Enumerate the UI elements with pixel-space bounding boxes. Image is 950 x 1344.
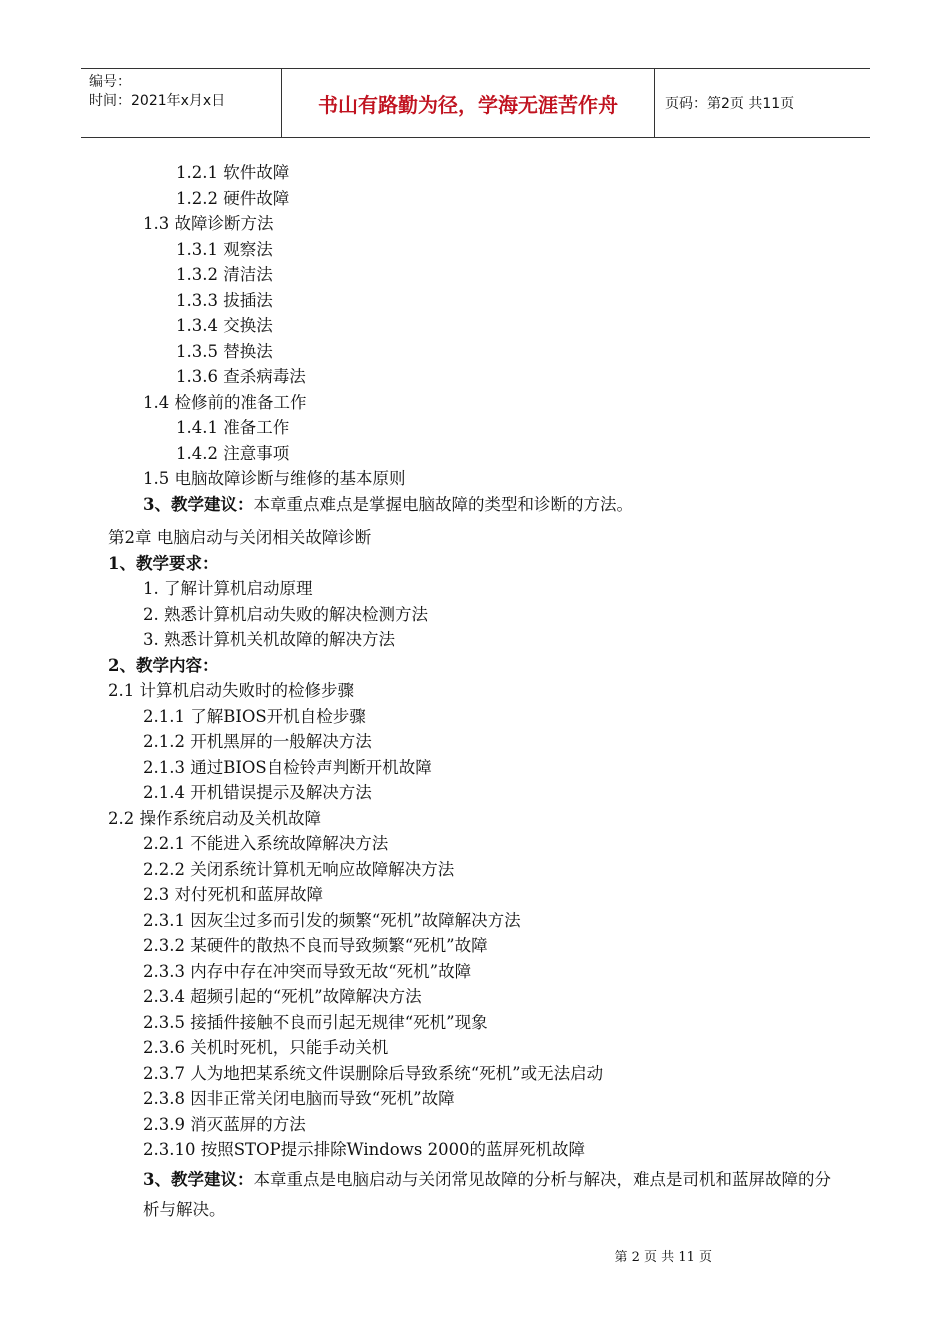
header-meta [81,69,282,137]
toc-line: 2.3 对付死机和蓝屏故障 [143,885,323,904]
toc-line: 2.2 操作系统启动及关机故障 [108,808,321,828]
teaching-suggestion [0,1165,843,1225]
toc-line: 1.2.2 硬件故障 [176,188,290,208]
toc-line: 1.4 检修前的准备工作 [143,392,307,412]
chapter-title: 第2章 电脑启动与关闭相关故障诊断 [108,528,372,547]
toc-line: 2.3.3 内存中存在冲突而导致无故“死机”故障 [143,961,472,981]
toc-line: 2.1.2 开机黑屏的一般解决方法 [143,732,372,751]
suggestion-label: 3、教学建议： [143,1169,254,1189]
suggestion-label: 3、教学建议： [143,494,254,514]
header-page-label: 页码：第2页 共11页 [665,96,795,112]
toc-line: 2.2.1 不能进入系统故障解决方法 [143,834,389,853]
teaching-suggestion [0,492,950,518]
toc-line: 2.3.10 按照STOP提示排除Windows 2000的蓝屏死机故障 [143,1140,586,1159]
toc-line: 1.3.2 清洁法 [176,265,273,284]
toc-line: 1.3.3 拔插法 [176,290,273,310]
number-label: 编号： [89,74,131,90]
list-item: 3. 熟悉计算机关机故障的解决方法 [143,630,395,649]
toc-line: 1.3.1 观察法 [176,239,273,259]
toc-line: 2.2.2 关闭系统计算机无响应故障解决方法 [143,859,455,879]
section-heading: 2、教学内容： [108,655,219,675]
header-motto: 书山有路勤为径，学海无涯苦作舟 [282,69,655,137]
toc-line: 2.3.1 因灰尘过多而引发的频繁“死机”故障解决方法 [143,910,521,930]
toc-line: 2.1.1 了解BIOS开机自检步骤 [143,706,366,726]
suggestion-text: 本章重点是电脑启动与关闭常见故障的分析与解决，难点是司机和蓝屏故障的分析与解决。 [143,1169,831,1219]
section-heading: 1、教学要求： [108,553,219,573]
time-label: 时间：2021年x月x日 [89,93,226,109]
toc-line: 2.3.7 人为地把某系统文件误删除后导致系统“死机”或无法启动 [143,1063,604,1083]
toc-line: 1.3.4 交换法 [176,316,273,335]
toc-line: 2.3.5 接插件接触不良而引起无规律“死机”现象 [143,1012,488,1032]
list-item: 2. 熟悉计算机启动失败的解决检测方法 [143,604,428,624]
toc-line: 2.3.2 某硬件的散热不良而导致频繁“死机”故障 [143,936,488,955]
toc-line: 2.3.4 超频引起的“死机”故障解决方法 [143,987,422,1006]
toc-line: 1.4.2 注意事项 [176,443,290,463]
page-footer [0,1246,950,1265]
list-item: 1. 了解计算机启动原理 [143,579,313,598]
toc-line: 1.2.1 软件故障 [176,163,290,182]
toc-line: 1.3.5 替换法 [176,341,273,361]
toc-line: 2.1 计算机启动失败时的检修步骤 [108,681,354,700]
document-body [0,160,950,1225]
toc-line: 1.5 电脑故障诊断与维修的基本原则 [143,469,406,488]
footer-page-number: 第 2 页 共 11 页 [614,1250,712,1265]
toc-line: 2.1.4 开机错误提示及解决方法 [143,783,372,802]
toc-line: 2.1.3 通过BIOS自检铃声判断开机故障 [143,757,432,777]
toc-line: 2.3.9 消灭蓝屏的方法 [143,1114,306,1134]
toc-line: 2.3.6 关机时死机，只能手动关机 [143,1038,389,1057]
toc-line: 1.3.6 查杀病毒法 [176,367,306,386]
toc-line: 2.3.8 因非正常关闭电脑而导致“死机”故障 [143,1089,455,1108]
toc-line: 1.4.1 准备工作 [176,418,290,437]
suggestion-text: 本章重点难点是掌握电脑故障的类型和诊断的方法。 [253,494,633,514]
toc-line: 1.3 故障诊断方法 [143,214,274,233]
page-header [81,68,870,138]
